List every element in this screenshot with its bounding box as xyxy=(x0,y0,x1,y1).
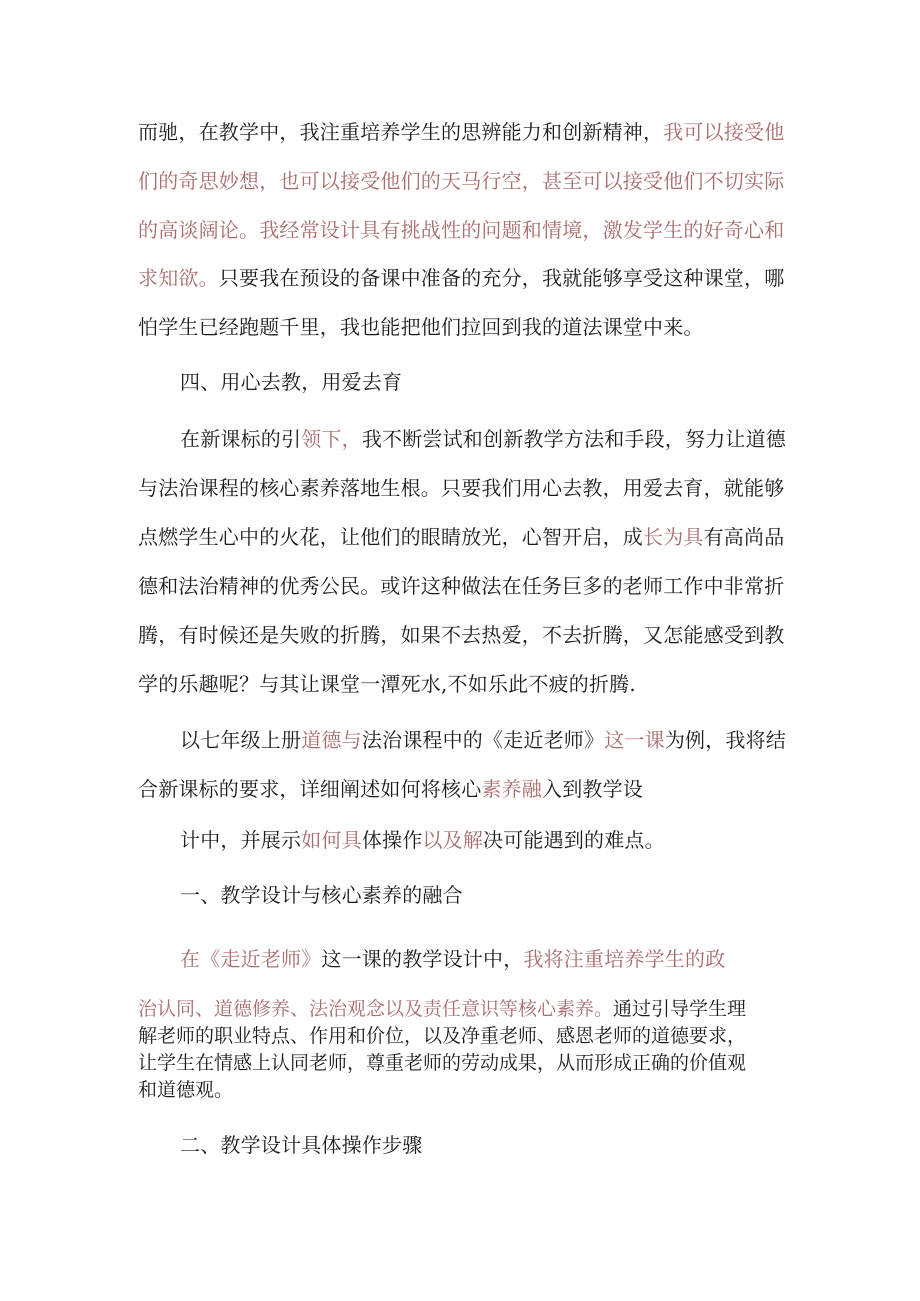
highlighted-text: 我可以接受他 xyxy=(663,120,785,144)
text-segment: 这一课的教学设计中， xyxy=(321,947,524,971)
paragraph-line xyxy=(138,315,788,339)
text-segment: 腾，有时候还是失败的折腾，如果不去热爱，不去折腾，又怎能感受到教 xyxy=(138,623,785,647)
text-segment: 怕学生已经跑题千里，我也能把他们拉回到我的道法课堂中来。 xyxy=(138,315,704,339)
text-segment: 一、教学设计与核心素养的融合 xyxy=(180,883,463,907)
highlighted-text: 长为具 xyxy=(643,525,704,549)
text-segment: 合新课标的要求，详细阐述如何将核心 xyxy=(138,777,482,801)
paragraph-line xyxy=(138,574,788,598)
paragraph-line xyxy=(138,525,788,549)
highlighted-text: 以及解 xyxy=(422,828,484,852)
paragraph-line xyxy=(138,476,788,500)
paragraph-line xyxy=(138,1078,788,1102)
text-segment: 让学生在情感上认同老师，尊重老师的劳动成果，从而形成正确的价值观 xyxy=(138,1052,747,1074)
paragraph-line xyxy=(180,828,830,852)
text-segment: 体操作 xyxy=(361,828,423,852)
paragraph-line xyxy=(138,777,788,801)
text-segment: 在新课标的引 xyxy=(180,427,302,451)
highlighted-text: 素养融 xyxy=(481,777,543,801)
text-segment: 以七年级上册 xyxy=(180,728,302,752)
section-heading xyxy=(180,1133,830,1157)
paragraph-line xyxy=(180,427,830,451)
text-segment: 入到教学设 xyxy=(542,777,644,801)
highlighted-text: 这一课 xyxy=(604,728,665,752)
paragraph-line xyxy=(138,120,788,144)
text-segment: 有高尚品 xyxy=(703,525,785,549)
section-heading xyxy=(180,370,830,394)
highlighted-text: 求知欲。 xyxy=(138,266,219,290)
text-segment: 决可能遇到的难点。 xyxy=(483,828,665,852)
paragraph-line xyxy=(138,266,788,290)
paragraph-line xyxy=(138,623,788,647)
text-segment: 我不断尝试和创新教学方法和手段，努力让道德 xyxy=(361,427,787,451)
highlighted-text: 如何具 xyxy=(301,828,362,852)
text-segment: 二、教学设计具体操作步骤 xyxy=(180,1133,423,1157)
paragraph-line xyxy=(138,672,788,696)
text-segment: 学的乐趣呢？与其让课堂一潭死水,不如乐此不疲的折腾. xyxy=(138,672,636,696)
paragraph-line xyxy=(180,728,830,752)
text-segment: 通过引导学生理 xyxy=(613,998,747,1020)
text-segment: 四、用心去教，用爱去育 xyxy=(180,370,403,394)
paragraph-line xyxy=(138,169,788,193)
paragraph-line xyxy=(138,1051,788,1075)
text-segment: 点燃学生心中的火花，让他们的眼睛放光，心智开启，成 xyxy=(138,525,643,549)
text-segment: 计中，并展示 xyxy=(180,828,302,852)
paragraph-line xyxy=(180,947,830,971)
highlighted-text: 道德与 xyxy=(301,728,362,752)
paragraph-line xyxy=(138,218,788,242)
text-segment: 只要我在预设的备课中准备的充分，我就能够享受这种课堂，哪 xyxy=(218,266,785,290)
text-segment: 法治课程中的《走近老师》 xyxy=(361,728,605,752)
highlighted-text: 的高谈阔论。我经常设计具有挑战性的问题和情境，激发学生的好奇心和 xyxy=(138,218,785,242)
text-segment: 解老师的职业特点、作用和价位，以及净重老师、感恩老师的道德要求， xyxy=(138,1025,747,1047)
paragraph-line xyxy=(138,1024,788,1048)
section-heading xyxy=(180,883,830,907)
paragraph-line xyxy=(138,997,788,1021)
highlighted-text: 在《走近老师》 xyxy=(180,947,322,971)
text-segment: 德和法治精神的优秀公民。或许这种做法在任务巨多的老师工作中非常折 xyxy=(138,574,785,598)
text-segment: 与法治课程的核心素养落地生根。只要我们用心去教，用爱去育，就能够 xyxy=(138,476,785,500)
text-segment: 和道德观。 xyxy=(138,1079,234,1101)
highlighted-text: 们的奇思妙想，也可以接受他们的天马行空，甚至可以接受他们不切实际 xyxy=(138,169,785,193)
text-segment: 为例，我将结 xyxy=(664,728,787,752)
highlighted-text: 领下， xyxy=(301,427,362,451)
text-segment: 而驰，在教学中，我注重培养学生的思辨能力和创新精神， xyxy=(138,120,664,144)
highlighted-text: 治认同、道德修养、法治观念以及责任意识等核心素养。 xyxy=(138,998,614,1020)
highlighted-text: 我将注重培养学生的政 xyxy=(523,947,726,971)
